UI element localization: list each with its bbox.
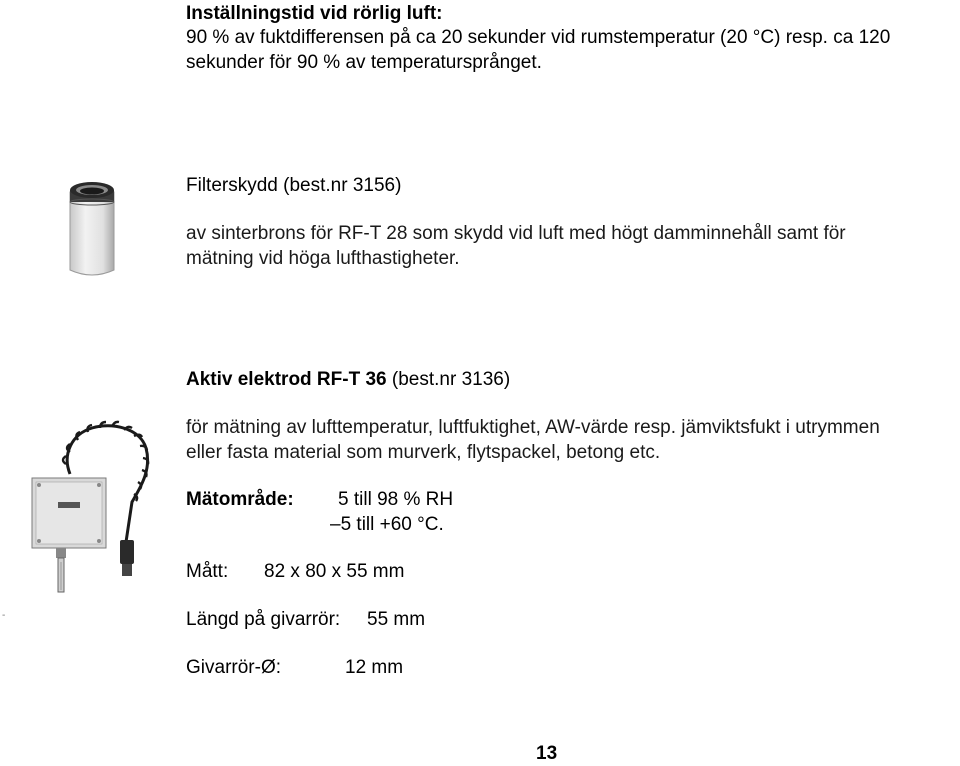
- electrode-title: Aktiv elektrod RF-T 36: [186, 369, 387, 390]
- page-number: 13: [536, 743, 558, 764]
- range-value-2: –5 till +60 °C.: [330, 514, 444, 535]
- size-value: 82 x 80 x 55 mm: [264, 561, 405, 582]
- filter-desc-line-2: mätning vid höga lufthastigheter.: [186, 248, 460, 269]
- filter-image: [62, 176, 122, 280]
- response-time-heading: Inställningstid vid rörlig luft:: [186, 3, 443, 24]
- length-value: 55 mm: [367, 609, 426, 630]
- range-value-1: 5 till 98 % RH: [338, 489, 454, 510]
- electrode-desc-line-2: eller fasta material som murverk, flytspackel, betong etc.: [186, 442, 661, 463]
- electrode-title-row: [186, 368, 510, 392]
- electrode-image: [22, 414, 162, 600]
- electrode-desc-line-1: för mätning av lufttemperatur, luftfuktighet, AW-värde resp. jämviktsfukt i utrymmen: [186, 417, 880, 438]
- response-time-line-2: sekunder för 90 % av temperatursprånget.: [186, 52, 542, 73]
- filter-title: Filterskydd: [186, 175, 278, 196]
- response-time-line-1: 90 % av fuktdifferensen på ca 20 sekunder vid rumstemperatur (20 °C) resp. ca 120: [186, 27, 891, 48]
- length-label: Längd på givarrör:: [186, 609, 341, 630]
- diameter-label: Givarrör-Ø:: [186, 657, 281, 678]
- filter-order-number: (best.nr 3156): [283, 175, 402, 196]
- size-label: Mått:: [186, 561, 229, 582]
- image-mark: -: [2, 610, 6, 621]
- diameter-value: 12 mm: [345, 657, 404, 678]
- filter-title-row: [186, 174, 401, 198]
- filter-desc-line-1: av sinterbrons för RF-T 28 som skydd vid luft med högt damminnehåll samt för: [186, 223, 846, 244]
- electrode-order-number: (best.nr 3136): [391, 369, 511, 390]
- range-label: Mätområde:: [186, 489, 294, 510]
